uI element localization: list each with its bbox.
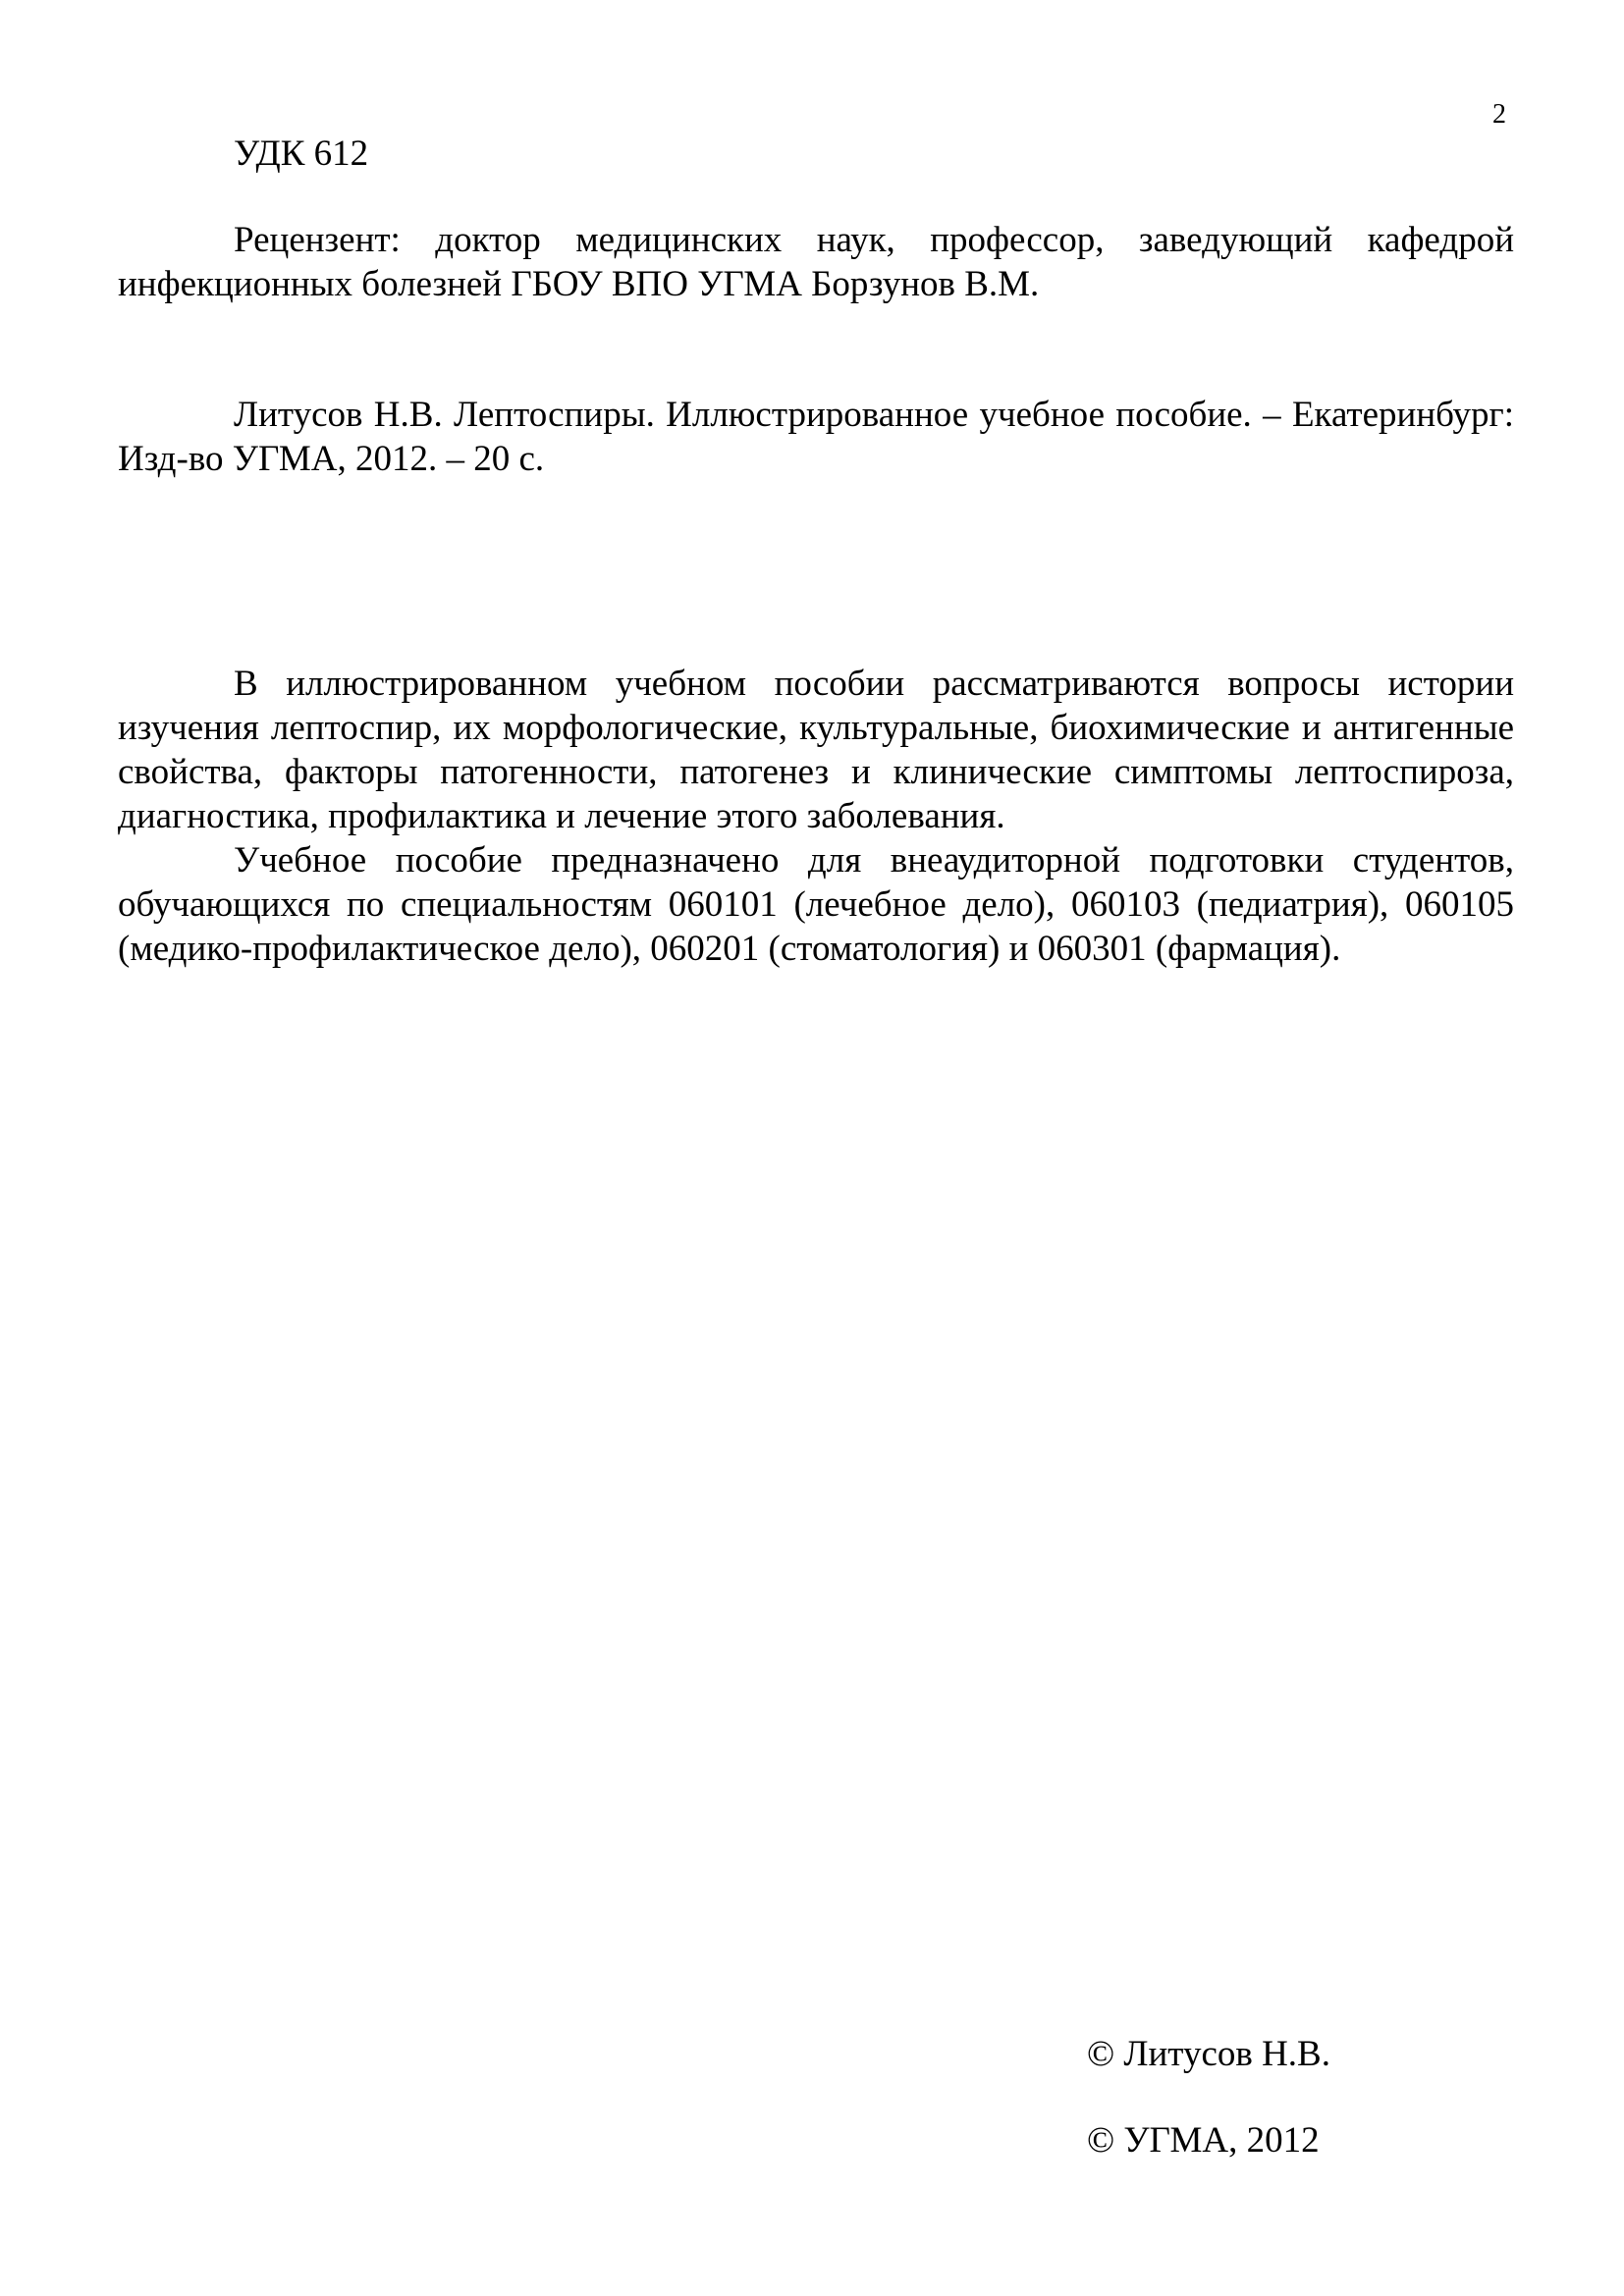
page-number: 2 [1492,99,1506,130]
annotation-section [118,662,1514,971]
annotation-paragraph-2: Учебное пособие предназначено для внеаудиторной подготовки студентов, обучающихся по специальностям 060101 (лечебное дело), 060103 (педиатрия), 060105 (медико-профилактическое дело), 060201 (стоматология) и 060301 (фармация). [118,840,1514,969]
copyright-organization: © УГМА, 2012 [1087,2120,1320,2161]
citation-section [118,393,1514,481]
citation-text: Литусов Н.В. Лептоспиры. Иллюстрированное учебное пособие. – Екатеринбург: Изд-во УГМА, 2012. – 20 с. [118,395,1514,479]
udk-code: УДК 612 [234,133,369,174]
reviewer-section [118,218,1514,306]
annotation-paragraph-1: В иллюстрированном учебном пособии рассматриваются вопросы истории изучения лептоспир, их морфологические, культуральные, биохимические и антигенные свойства, факторы патогенности, патогенез и клинические симптомы лептоспироза, диагностика, профилактика и лечение этого заболевания. [118,664,1514,836]
reviewer-text: Рецензент: доктор медицинских наук, профессор, заведующий кафедрой инфекционных болезней ГБОУ ВПО УГМА Борзунов В.М. [118,220,1514,304]
copyright-author: © Литусов Н.В. [1087,2034,1330,2074]
